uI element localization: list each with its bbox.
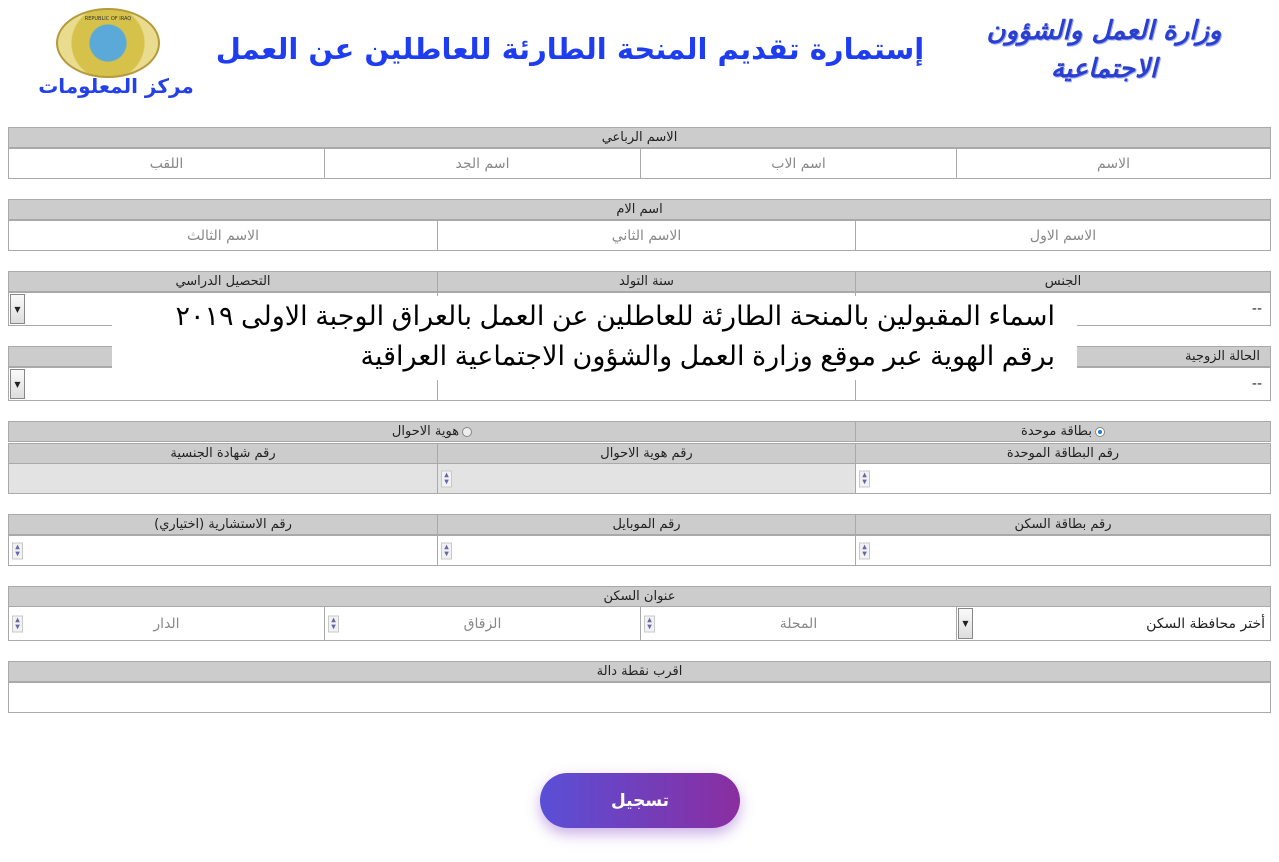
dar-input[interactable]: الدار ▲ ▼ (8, 606, 325, 641)
mobile-input[interactable] (437, 535, 856, 566)
chevron-down-icon[interactable]: ▼ (958, 608, 973, 639)
mother-first-name-input[interactable]: الاسم الاول (855, 220, 1271, 251)
spinner-icon[interactable]: ▲ ▼ (441, 542, 452, 559)
nationality-number-input[interactable] (8, 463, 438, 494)
address-header: عنوان السكن (8, 586, 1271, 607)
radio-unselected-icon[interactable] (462, 427, 472, 437)
overlay-line-2: برقم الهوية عبر موقع وزارة العمل والشؤون الاجتماعية العراقية (360, 341, 1055, 371)
birth-year-header: سنة التولد (437, 271, 856, 292)
announcement-overlay (112, 296, 1077, 380)
mobile-header: رقم الموبايل (437, 514, 856, 535)
spinner-icon[interactable]: ▲ ▼ (328, 615, 339, 632)
ministry-logo: وزارة العمل والشؤون الاجتماعية (986, 16, 1222, 84)
gender-header: الجنس (855, 271, 1271, 292)
father-name-input[interactable]: اسم الاب (640, 148, 957, 179)
unified-number-input[interactable] (855, 463, 1271, 494)
radio-civil-id[interactable]: هوية الاحوال (8, 421, 856, 442)
chevron-down-icon[interactable]: ▼ (10, 369, 25, 399)
submit-button[interactable]: تسجيل (540, 773, 740, 828)
nationality-number-header: رقم شهادة الجنسية (8, 443, 438, 464)
grandfather-name-input[interactable]: اسم الجد (324, 148, 641, 179)
spinner-icon[interactable]: ▲ ▼ (644, 615, 655, 632)
marital-status-header: الحالة الزوجية (8, 346, 1271, 367)
page-title: إستمارة تقديم المنحة الطارئة للعاطلين عن العمل (215, 32, 925, 66)
residence-card-header: رقم بطاقة السكن (855, 514, 1271, 535)
chevron-down-icon[interactable]: ▼ (10, 294, 25, 324)
radio-unified-card[interactable]: بطاقة موحدة (855, 421, 1271, 442)
landmark-header: اقرب نقطة دالة (8, 661, 1271, 682)
ministry-seal: REPUBLIC OF IRAQ (56, 8, 160, 78)
consult-number-input[interactable] (8, 535, 438, 566)
governorate-select[interactable]: أختر محافظة السكن ▼ (956, 606, 1271, 641)
radio-selected-icon[interactable] (1095, 427, 1105, 437)
overlay-line-1: اسماء المقبولين بالمنحة الطارئة للعاطلين عن العمل بالعراق الوجبة الاولى ٢٠١٩ (175, 301, 1055, 331)
mahalla-input[interactable]: المحلة ▲ ▼ (640, 606, 957, 641)
spinner-icon[interactable]: ▲ ▼ (859, 542, 870, 559)
gender-select[interactable]: -- (855, 292, 1271, 326)
spinner-icon[interactable]: ▲ ▼ (441, 470, 452, 487)
marital-status-select[interactable]: -- (855, 367, 1271, 401)
spinner-icon[interactable]: ▲ ▼ (12, 615, 23, 632)
full-name-header: الاسم الرباعي (8, 127, 1271, 148)
civil-number-header: رقم هوية الاحوال (437, 443, 856, 464)
consult-number-header: رقم الاستشارية (اختياري) (8, 514, 438, 535)
mother-name-header: اسم الام (8, 199, 1271, 220)
mother-second-name-input[interactable]: الاسم الثاني (437, 220, 856, 251)
spinner-icon[interactable]: ▲ ▼ (859, 470, 870, 487)
education-header: التحصيل الدراسي (8, 271, 438, 292)
info-center-logo-text: مركز المعلومات (38, 74, 194, 98)
landmark-input[interactable] (8, 682, 1271, 713)
first-name-input[interactable]: الاسم (956, 148, 1271, 179)
civil-number-input[interactable] (437, 463, 856, 494)
mother-third-name-input[interactable]: الاسم الثالث (8, 220, 438, 251)
spinner-icon[interactable]: ▲ ▼ (12, 542, 23, 559)
residence-card-input[interactable] (855, 535, 1271, 566)
zuqaq-input[interactable]: الزقاق ▲ ▼ (324, 606, 641, 641)
unified-number-header: رقم البطاقة الموحدة (855, 443, 1271, 464)
surname-input[interactable]: اللقب (8, 148, 325, 179)
